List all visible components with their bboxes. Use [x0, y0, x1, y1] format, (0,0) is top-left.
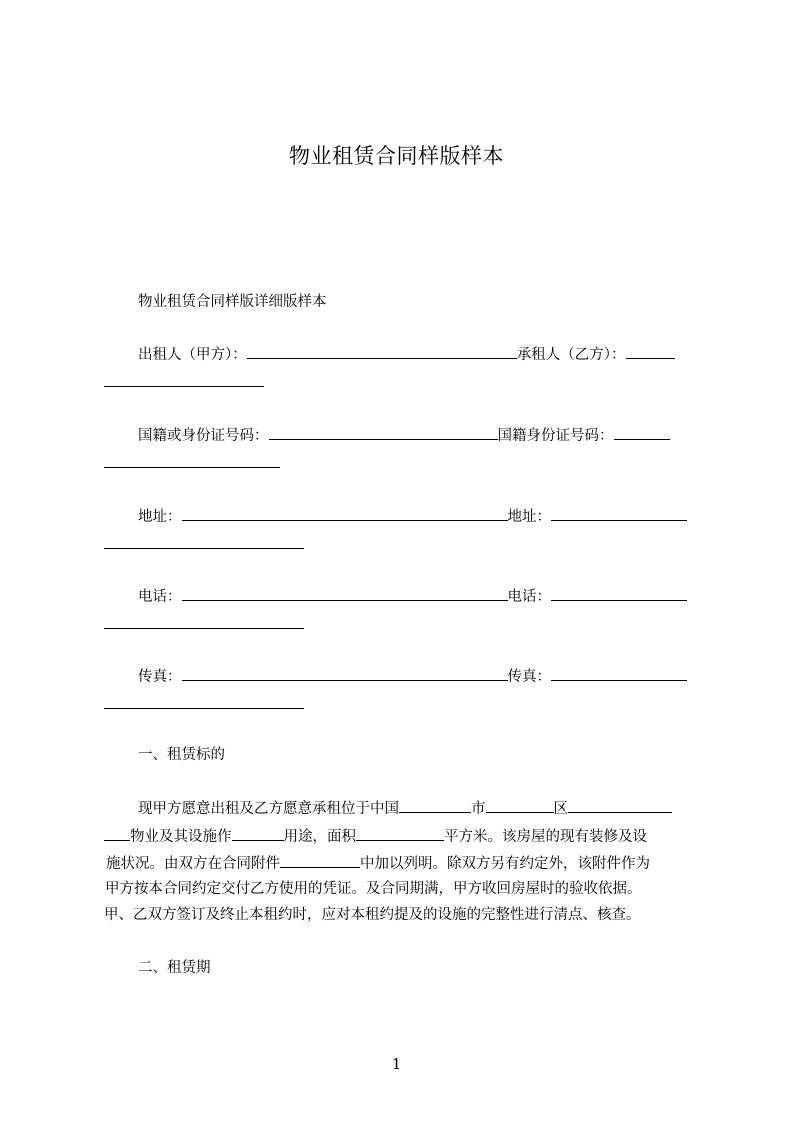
- lessee-continuation: [104, 372, 264, 393]
- phone-blank-a[interactable]: [182, 586, 508, 601]
- section1-line3: [106, 853, 650, 874]
- address-label-a: 地址：: [138, 509, 182, 525]
- address-row: [138, 506, 687, 527]
- fax-label-b: 传真：: [507, 669, 551, 685]
- address-label-b: 地址：: [507, 509, 551, 525]
- address-blank-a[interactable]: [182, 506, 508, 521]
- section1-l2-text-c: 平方米。该房屋的现有装修及设: [444, 829, 647, 845]
- fax-blank-b[interactable]: [551, 666, 687, 681]
- phone-blank-b[interactable]: [551, 586, 687, 601]
- lessee-blank-cont[interactable]: [104, 372, 264, 387]
- section1-line5: 甲、乙双方签订及终止本租约时，应对本租约提及的设施的完整性进行清点、核查。: [104, 907, 641, 923]
- district-blank[interactable]: [486, 798, 554, 813]
- page-number: 1: [391, 1055, 402, 1073]
- property-blank-b[interactable]: [104, 826, 130, 841]
- phone-row: [138, 586, 687, 607]
- id-row: [138, 425, 670, 446]
- section1-l1-text-a: 现甲方愿意出租及乙方愿意承租位于中国: [138, 801, 399, 817]
- lessor-label: 出租人（甲方）：: [138, 347, 247, 363]
- address-blank-b[interactable]: [551, 506, 687, 521]
- annex-blank[interactable]: [280, 853, 360, 868]
- address-blank-cont[interactable]: [104, 534, 304, 549]
- fax-continuation: [104, 694, 304, 715]
- id-label-a: 国籍或身份证号码：: [138, 428, 269, 444]
- phone-label-b: 电话：: [507, 589, 551, 605]
- document-title: 物业租赁合同样版样本: [289, 144, 504, 168]
- id-continuation: [104, 453, 280, 474]
- lessor-row: [138, 344, 675, 365]
- section1-l3-text-a: 施状况。由双方在合同附件: [106, 856, 280, 872]
- phone-blank-cont[interactable]: [104, 614, 304, 629]
- lessee-blank[interactable]: [626, 344, 675, 359]
- fax-row: [138, 666, 687, 687]
- phone-continuation: [104, 614, 304, 635]
- section2-heading: 二、租赁期: [138, 960, 211, 976]
- lessee-label: 承租人（乙方）：: [516, 347, 626, 363]
- id-blank-b[interactable]: [614, 425, 670, 440]
- section1-l3-text-b: 中加以列明。除双方另有约定外，该附件作为: [360, 856, 650, 872]
- section1-line4: 甲方按本合同约定交付乙方使用的凭证。及合同期满，甲方收回房屋时的验收依据。: [105, 881, 642, 897]
- section1-l1-text-c: 区: [553, 801, 568, 817]
- lessor-blank[interactable]: [247, 344, 517, 359]
- section1-l1-text-b: 市: [471, 801, 486, 817]
- id-blank-a[interactable]: [269, 425, 498, 440]
- section1-line1: [138, 798, 672, 819]
- fax-blank-cont[interactable]: [104, 694, 304, 709]
- address-continuation: [104, 534, 304, 555]
- property-blank-a[interactable]: [568, 798, 672, 813]
- section1-l2-text-a: 物业及其设施作: [130, 829, 232, 845]
- section1-line2: [104, 826, 647, 847]
- fax-blank-a[interactable]: [182, 666, 508, 681]
- document-subtitle: 物业租赁合同样版详细版样本: [138, 294, 327, 310]
- id-blank-cont[interactable]: [104, 453, 280, 468]
- city-blank[interactable]: [399, 798, 471, 813]
- usage-blank[interactable]: [232, 826, 284, 841]
- phone-label-a: 电话：: [138, 589, 182, 605]
- section1-heading: 一、租赁标的: [138, 747, 225, 763]
- area-blank[interactable]: [356, 826, 444, 841]
- section1-l2-text-b: 用途，面积: [283, 829, 356, 845]
- id-label-b: 国籍身份证号码：: [497, 428, 614, 444]
- fax-label-a: 传真：: [138, 669, 182, 685]
